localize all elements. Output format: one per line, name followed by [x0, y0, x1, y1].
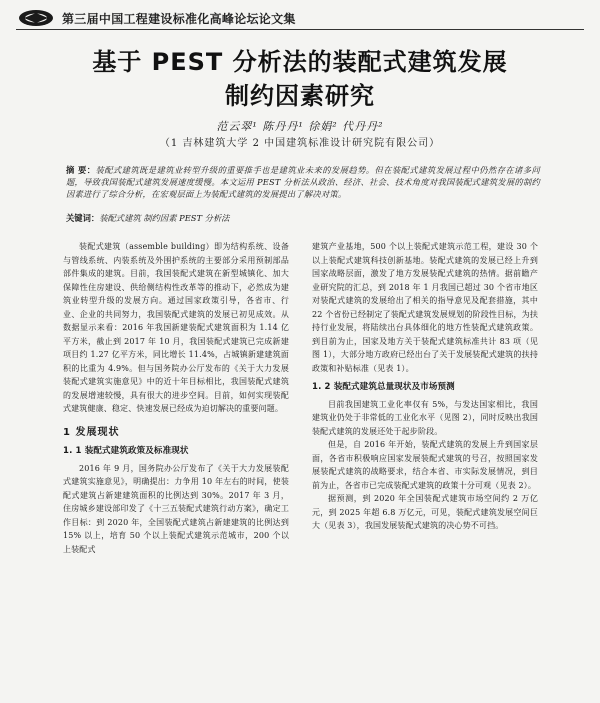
header-rule — [16, 29, 584, 30]
section-heading-1: 1 发展现状 — [63, 426, 120, 438]
authors: 范云翠¹ 陈丹丹¹ 徐娟² 代丹丹² — [216, 120, 384, 133]
running-header — [18, 6, 582, 30]
provinces-paragraph: 但是，自 2016 年开始，装配式建筑的发展上升到国家层面，各省市积极响应国家发展装配式建筑的号召，按照国家发展装配式建筑的战略要求，结合本省、市实际发展情况，到目前为止，各省市已完成装配式建筑的政策十分可观（见表 2）。 — [312, 440, 538, 490]
right-column — [312, 240, 538, 533]
keywords-text: 装配式建筑 制约因素 PEST 分析法 — [99, 213, 230, 223]
paper-title-line1: 基于 PEST 分析法的装配式建筑发展 — [92, 48, 508, 76]
abstract-text: 装配式建筑既是建筑业转型升级的重要推手也是建筑业未来的发展趋势。但在装配式建筑发展过程中仍然存在诸多问题，导致我国装配式建筑发展速度缓慢。本文运用 PEST 分析法从政治、经济、社会、技术角度对我国装配式建筑发展的制约因素进行了综合分析，在宏观层面上为装配式建筑的发展提出了解决对策。 — [66, 165, 540, 199]
affiliation: （1 吉林建筑大学 2 中国建筑标准设计研究院有限公司） — [159, 138, 441, 149]
abstract — [66, 164, 540, 200]
abstract-label: 摘 要： — [66, 165, 96, 175]
journal-name: 第三届中国工程建设标准化高峰论坛论文集 — [62, 11, 296, 26]
left-column — [63, 240, 289, 556]
forecast-paragraph: 据预测，到 2020 年全国装配式建筑市场空间约 2 万亿元，到 2025 年超 6.8 万亿元，可见，装配式建筑发展空间巨大（见表 3），我国发展装配式建筑的决心势不可挡。 — [312, 494, 538, 530]
keywords — [66, 212, 540, 224]
keywords-label: 关键词： — [66, 213, 100, 223]
intro-paragraph: 装配式建筑（assemble building）即为结构系统、设备与管线系统、内装系统及外围护系统的主要部分采用预制部品部件集成的建筑。目前，我国装配式建筑在新型城镇化、加大保障性住房建设、供给侧结构性改革等的推动下，必然成为建筑业转型升级的发展方向。通过国家政策引导，各省市、行业、企业的共同努力，我国装配式建筑的发展已初见成效。从数据显示来看：2016 年我国新建装配式建筑面积为 1.14 亿平方米，截止到 2017 年 10 月，我国装配式建筑已完成新建项目约 1.27 亿平方米，同比增长 11.4%，占城镇新建建筑面积的比重为 4.9%。但与国务院办公厅发布的《关于大力发展装配式建筑实施意见》中的近十年目标相比，我国装配式建筑的发展增速较慢，具有很大的进步空间。目前，如何实现装配式建筑健康、稳定、快速发展已经成为迫切解决的重要问题。 — [63, 242, 289, 413]
subsection-heading-1-1: 1. 1 装配式建筑政策及标准现状 — [63, 446, 189, 456]
industrialization-paragraph: 目前我国建筑工业化率仅有 5%，与发达国家相比，我国建筑业仍处于非常低的工业化水平（见图 2），同时反映出我国装配式建筑的发展还处于起步阶段。 — [312, 399, 538, 436]
subsection-heading-1-2: 1. 2 装配式建筑总量现状及市场预测 — [312, 382, 455, 392]
policy-paragraph-cont: 建筑产业基地，500 个以上装配式建筑示范工程，建设 30 个以上装配式建筑科技创新基地。装配式建筑的发展已经上升到国家战略层面，激发了地方发展装配式建筑的热情。据前瞻产业研究院的汇总，到 2018 年 1 月我国已超过 30 个省市地区对装配式建筑的发展给出了相关的指导意见及配套措施，其中 22 个省份已经制定了装配式建筑发展规划的阶段性目标，为扶持行业发展，将陆续出台具体细化的地方性装配式建筑政策。到目前为止，国家及地方关于装配式建筑标准共计 83 项（见图 1），大部分地方政府已经出台了关于发展装配式建筑的扶持政策和补贴标准（见表 1）。 — [312, 242, 538, 373]
policy-paragraph: 2016 年 9 月，国务院办公厅发布了《关于大力发展装配式建筑实施意见》，明确提出：力争用 10 年左右的时间，使装配式建筑占新建建筑面积的比例达到 30%。2017 年 3 月，住房城乡建设部印发了《十三五装配式建筑行动方案》，确定工作目标：到 2020 年，全国装配式建筑占新建建筑的比例达到 15% 以上，培育 50 个以上装配式建筑示范城市，200 个以上装配式 — [63, 463, 289, 554]
journal-logo-icon — [18, 9, 54, 27]
paper-title-line2: 制约因素研究 — [225, 82, 375, 110]
